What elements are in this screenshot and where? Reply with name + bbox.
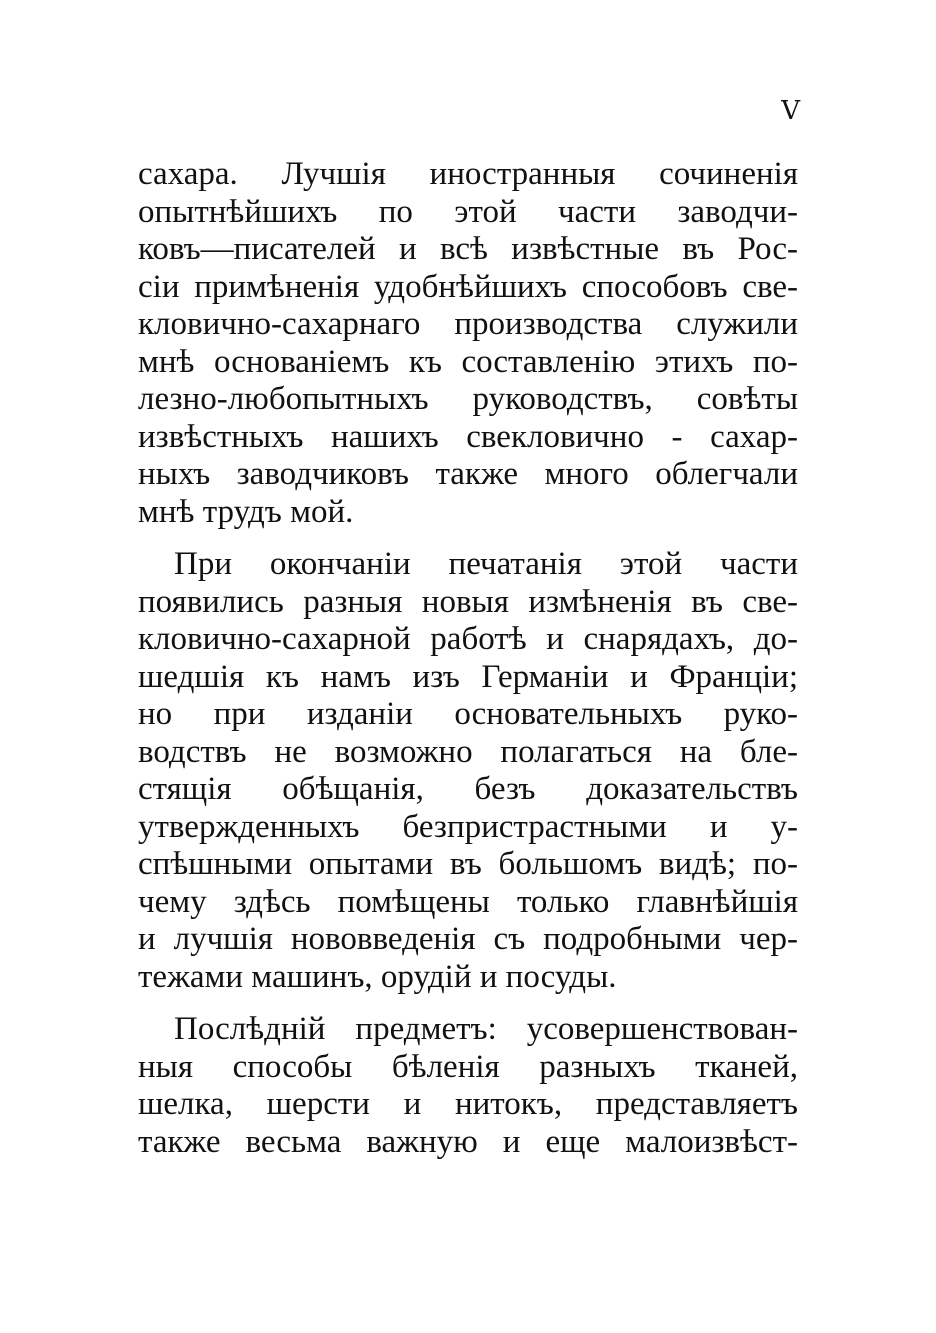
text-line: сахара. Лучшія иностранныя сочиненія [138,156,798,192]
text-line: шедшія къ намъ изъ Германіи и Франціи; [138,658,798,695]
text-line: ныхъ заводчиковъ также много облегчали [138,456,798,492]
text-line: кловично-сахарной работѣ и снарядахъ, до- [138,621,798,657]
text-line: и лучшія нововведенія съ подробными чер- [138,921,798,957]
text-line: мнѣ основаніемъ къ составленію этихъ по- [138,343,798,380]
page-number: V [781,96,800,126]
paragraph-3 [138,1011,798,1161]
text-line: чему здѣсь помѣщены только главнѣйшія [138,883,798,920]
text-line: ныя способы бѣленія разныхъ тканей, [138,1048,798,1085]
text-line: Послѣдній предметъ: усовершенствован- [174,1011,798,1047]
text-line: водствъ не возможно полагаться на бле- [138,733,798,770]
text-line: кловично-сахарнаго производства служили [138,306,798,342]
text-line: мнѣ трудъ мой. [138,493,354,530]
text-line: спѣшными опытами въ большомъ видѣ; по- [138,846,798,882]
text-line: но при изданіи основательныхъ руко- [138,696,798,732]
text-line: стящія обѣщанія, безъ доказательствъ [138,771,798,807]
text-line: опытнѣйшихъ по этой части заводчи- [138,193,798,230]
text-line: ковъ—писателей и всѣ извѣстные въ Рос- [138,231,798,267]
paragraph-1 [138,156,798,531]
text-line: тежами машинъ, орудій и посуды. [138,958,617,995]
text-line: извѣстныхъ нашихъ свекловично - сахар- [138,418,798,455]
text-line: появились разныя новыя измѣненія въ све- [138,583,798,620]
text-line: также весьма важную и еще малоизвѣст- [138,1123,798,1160]
text-line: утвержденныхъ безпристрастными и у- [138,808,798,845]
text-line: лезно-любопытныхъ руководствъ, совѣты [138,381,798,417]
paragraph-2 [138,546,798,996]
text-line: При окончаніи печатанія этой части [174,546,798,582]
text-line: шелка, шерсти и нитокъ, представляетъ [138,1086,798,1122]
text-line: сіи примѣненія удобнѣйшихъ способовъ све- [138,268,798,305]
